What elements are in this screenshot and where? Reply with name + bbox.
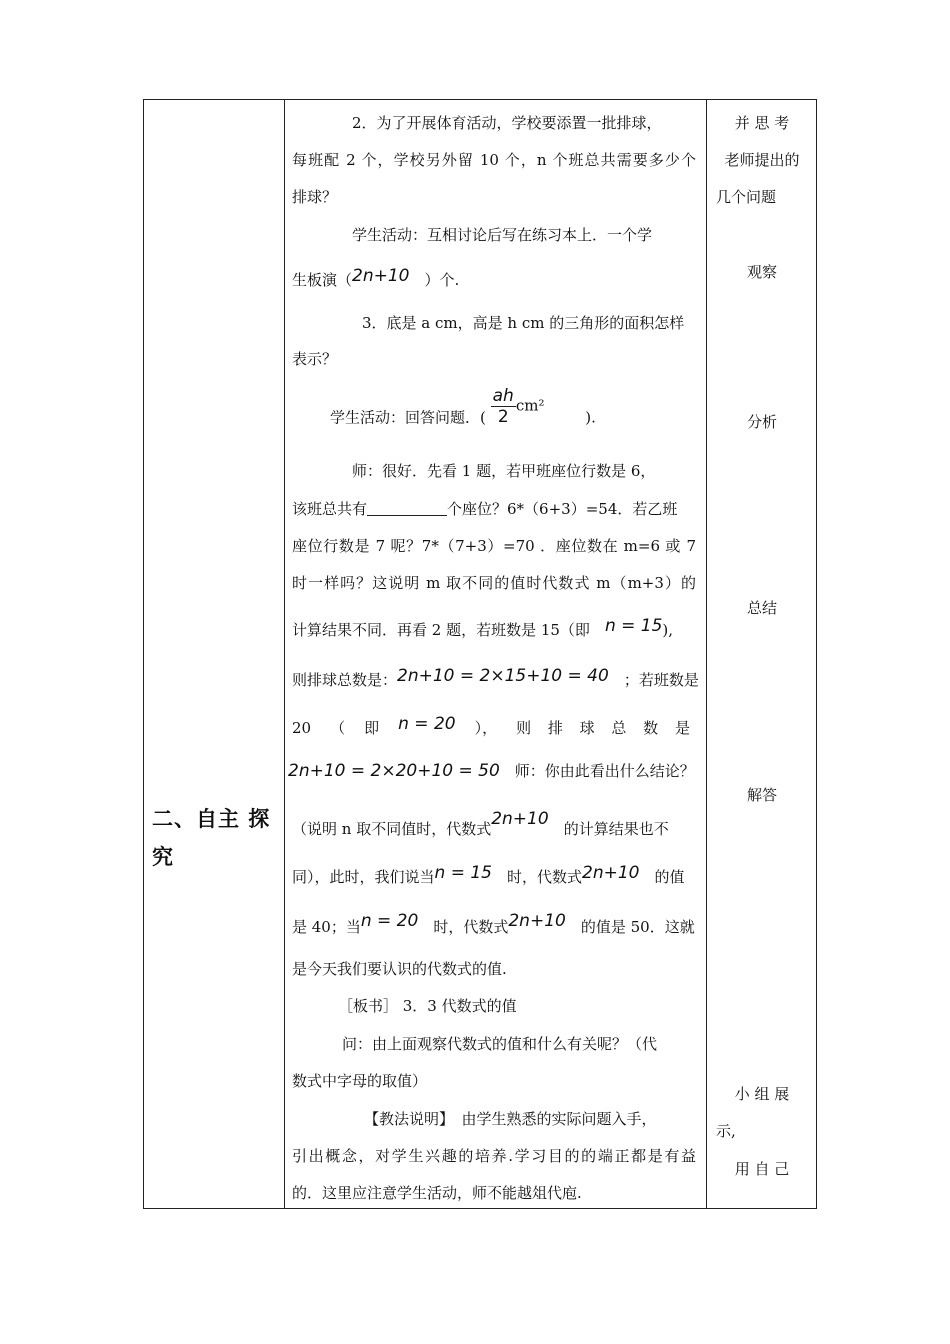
fraction-denominator: 2 [497,407,509,427]
board-heading: ［板书］ 3．3 代数式的值 [338,997,517,1015]
fill-in-blank [367,501,447,516]
explanation-line-2-suffix: 的值 [654,868,685,886]
formula-total-15-classes: 2n+10 = 2×15+10 = 40 [397,666,609,686]
teacher-line-2 [292,498,696,519]
formula-n-equals-20: n = 20 [360,911,419,931]
teacher-line-8-suffix: 师：你由此看出什么结论？ [514,762,695,780]
explanation-line-1 [292,809,696,839]
explanation-line-2 [292,863,696,887]
side-note-3: 几个问题 [716,188,777,206]
question-2-line-3: 排球？ [292,188,338,206]
question-prompt-line-1: 问：由上面观察代数式的值和什么有关呢？（代 [342,1035,658,1053]
teacher-line-4: 时一样吗？这说明 m 取不同的值时代数式 m（m+3）的 [292,574,696,592]
lesson-table [143,99,817,1209]
area-fraction [491,386,516,427]
explanation-line-4: 是今天我们要认识的代数式的值. [292,960,507,978]
explanation-line-3 [292,911,696,937]
question-3-line-2: 表示？ [292,350,338,368]
side-note-summarize: 总结 [746,599,777,617]
teacher-line-3: 座位行数是 7 呢？7*（7+3）=70 ．座位数在 m=6 或 7 [292,537,696,555]
formula-2n-plus-10: 2n+10 [508,911,566,931]
side-note-answer: 解答 [746,786,777,804]
teacher-line-2-prefix: 该班总共有 [292,500,368,518]
question-3-line-1: 3．底是 a cm，高是 h cm 的三角形的面积怎样 [362,314,685,332]
teacher-line-5-prefix: 计算结果不同．再看 2 题，若班数是 15（即 [292,621,590,639]
formula-2n-plus-10: 2n+10 [491,809,549,829]
explanation-line-1-prefix: （说明 n 取不同值时，代数式 [292,820,492,838]
method-note-label: 【教法说明】 [364,1110,447,1128]
teacher-line-5-suffix: ), [662,621,674,639]
method-note-line-1-text: 由学生熟悉的实际问题入手， [461,1110,657,1128]
explanation-line-3-middle: 时，代数式 [433,918,509,936]
question-prompt-line-2: 数式中字母的取值） [292,1072,428,1090]
formula-total-20-classes: 2n+10 = 2×20+10 = 50 [288,761,500,781]
side-note-1: 并 思 考 [734,114,790,132]
question-2-line-1: 2．为了开展体育活动，学校要添置一批排球， [352,114,662,132]
teacher-line-7-suffix: 则 排 球 总 数 是 [516,719,696,737]
formula-n-equals-20: n = 20 [398,714,456,734]
activity-1-suffix: ）个. [424,271,460,289]
activity-2-line [292,386,696,428]
teacher-line-6-suffix: ；若班数是 [623,671,699,689]
method-note-line-1 [292,1108,696,1129]
explanation-line-3-suffix: 的值是 50．这就 [580,918,695,936]
teacher-line-7-ji: 即 [364,719,380,737]
method-note-line-3: 的．这里应注意学生活动，师不能越俎代庖. [292,1184,582,1202]
teacher-line-2-suffix: 个座位？6*（6+3）=54．若乙班 [447,500,678,518]
teacher-line-7-open-paren: （ [330,719,346,737]
activity-1-line-1: 学生活动：互相讨论后写在练习本上．一个学 [352,226,653,244]
activity-1-prefix: 生板演（ [292,271,353,289]
column-divider-right [706,100,707,1208]
explanation-line-1-suffix: 的计算结果也不 [563,820,669,838]
formula-n-equals-15: n = 15 [604,616,663,636]
fraction-numerator: ah [492,386,514,406]
explanation-line-2-prefix: 同），此时，我们说当 [292,868,435,886]
side-note-group-3: 用 自 己 [734,1160,790,1178]
side-note-group-2: 示, [716,1122,736,1140]
side-note-analyze: 分析 [746,413,777,431]
teacher-line-1: 师：很好．先看 1 题，若甲班座位行数是 6， [352,462,656,480]
formula-2n-plus-10: 2n+10 [582,863,640,883]
teacher-line-8 [288,760,696,781]
activity-2-prefix: 学生活动：回答问题．( [330,408,486,427]
side-note-observe: 观察 [746,263,777,281]
teacher-line-7 [292,714,696,738]
section-title: 二、自主 探究 [152,807,271,869]
teacher-line-7-number: 20 [292,719,312,737]
method-note-line-2: 引出概念，对学生兴趣的培养.学习目的的端正都是有益 [292,1147,696,1165]
area-unit: cm² [515,396,545,415]
activity-1-line-2 [292,266,696,290]
explanation-line-3-prefix: 是 40；当 [292,918,361,936]
teacher-line-6 [292,666,699,690]
teacher-line-6-prefix: 则排球总数是： [292,671,398,689]
formula-2n-plus-10: 2n+10 [352,266,410,286]
formula-n-equals-15: n = 15 [434,863,492,883]
teacher-line-7-close-paren: ）， [474,719,498,737]
teacher-line-5 [292,616,696,640]
side-note-2: 老师提出的 [724,151,800,169]
side-note-group-1: 小 组 展 [734,1085,790,1103]
column-divider-left [284,100,285,1208]
activity-2-suffix: ). [585,408,596,427]
question-2-line-2: 每班配 2 个，学校另外留 10 个，n 个班总共需要多少个 [292,151,696,169]
explanation-line-2-middle: 时，代数式 [507,868,583,886]
